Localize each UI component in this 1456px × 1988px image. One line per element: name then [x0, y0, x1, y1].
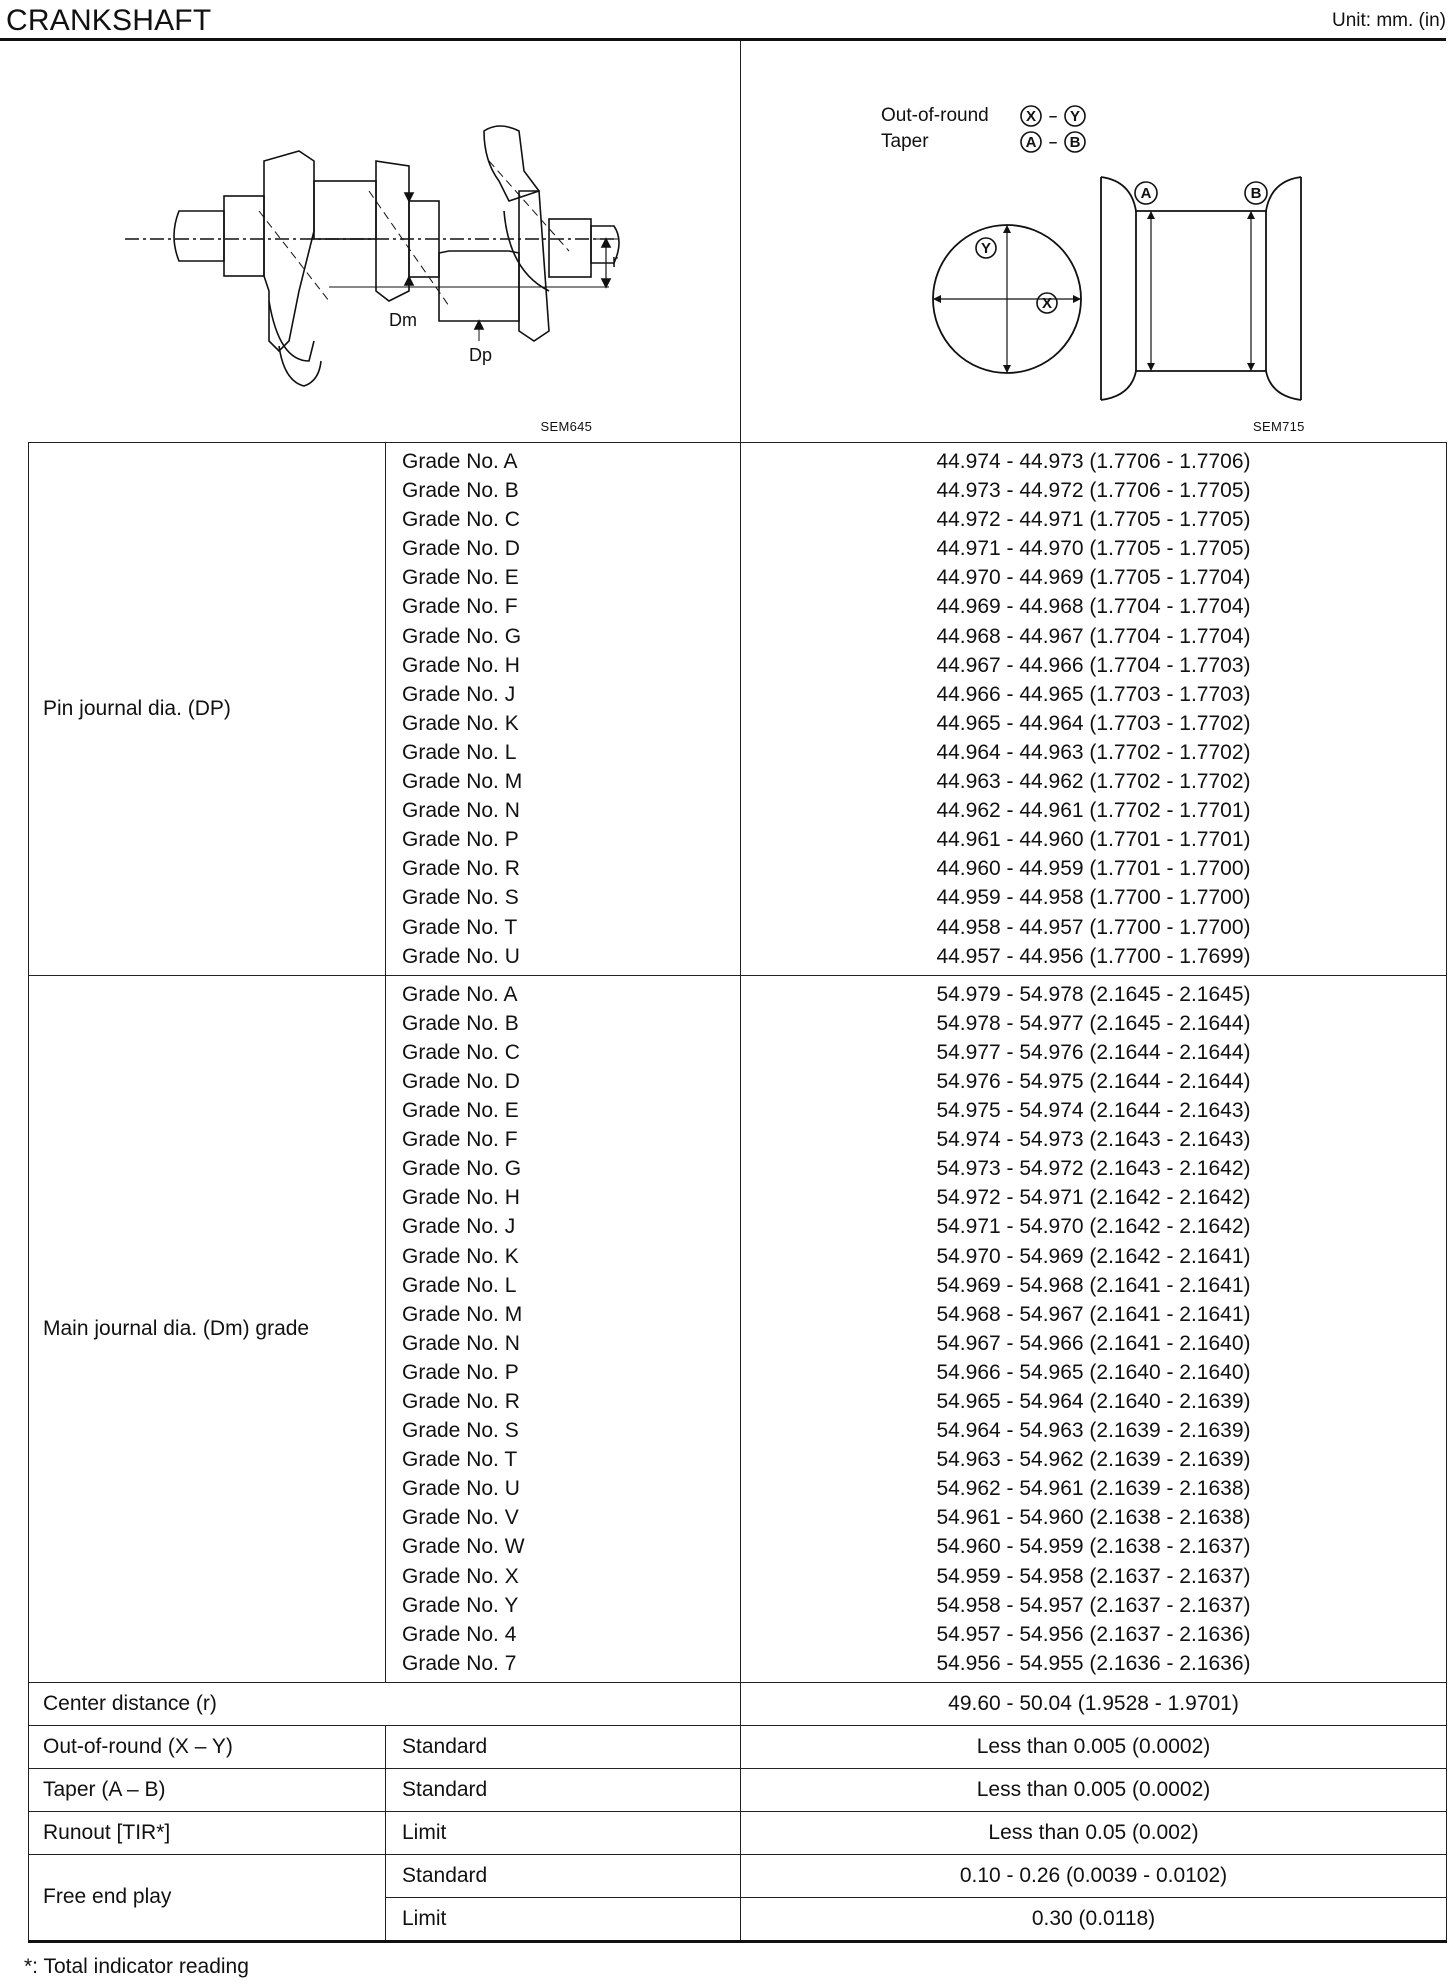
dm-label: Dm	[388, 310, 417, 330]
cylinder-a-label: A	[1140, 185, 1152, 202]
pin-journal-grade: Grade No. G	[402, 624, 522, 648]
main-journal-value: 54.962 - 54.961 (2.1639 - 2.1638)	[936, 1477, 1251, 1501]
main-journal-grade: Grade No. N	[402, 1331, 520, 1355]
legend-dash-2: –	[1048, 134, 1058, 151]
main-journal-grades-cell	[386, 975, 741, 1682]
main-journal-value: 54.966 - 54.965 (2.1640 - 2.1640)	[936, 1360, 1251, 1384]
main-journal-grade: Grade No. V	[402, 1506, 519, 1530]
main-journal-grade: Grade No. B	[402, 1011, 519, 1035]
main-journal-grade: Grade No. A	[402, 982, 518, 1006]
journal-measurement-diagram	[741, 41, 1447, 442]
main-journal-grade: Grade No. R	[402, 1390, 520, 1413]
main-journal-values-cell	[741, 975, 1447, 1682]
main-journal-grade: Grade No. G	[402, 1157, 522, 1181]
main-journal-grade: Grade No. D	[402, 1069, 520, 1093]
pin-journal-value: 44.963 - 44.962 (1.7702 - 1.7702)	[936, 770, 1251, 794]
runout-kind: Limit	[386, 1811, 741, 1854]
circle-x-label: X	[1041, 295, 1053, 312]
pin-journal-grade: Grade No. D	[402, 537, 520, 561]
main-journal-value: 54.972 - 54.971 (2.1642 - 2.1642)	[936, 1186, 1251, 1210]
pin-journal-value: 44.968 - 44.967 (1.7704 - 1.7704)	[936, 624, 1251, 648]
main-journal-value: 54.957 - 54.956 (2.1637 - 2.1636)	[936, 1622, 1251, 1646]
main-journal-value: 54.974 - 54.973 (2.1643 - 2.1643)	[936, 1128, 1251, 1152]
taper-row	[29, 1768, 1447, 1811]
pin-journal-grades-cell	[386, 443, 741, 976]
pin-journal-value-list	[741, 443, 1446, 975]
main-journal-value: 54.965 - 54.964 (2.1640 - 2.1639)	[936, 1390, 1251, 1413]
pin-journal-grade: Grade No. L	[402, 740, 517, 764]
main-journal-grade: Grade No. 4	[402, 1622, 517, 1646]
main-journal-value: 54.970 - 54.969 (2.1642 - 2.1641)	[936, 1244, 1251, 1268]
free-end-play-standard-row	[29, 1854, 1447, 1897]
free-end-play-limit-kind: Limit	[386, 1897, 741, 1941]
pin-journal-value: 44.964 - 44.963 (1.7702 - 1.7702)	[936, 740, 1251, 764]
main-journal-grade: Grade No. F	[402, 1128, 518, 1152]
legend-a: A	[1025, 134, 1037, 151]
free-end-play-standard-value: 0.10 - 0.26 (0.0039 - 0.0102)	[741, 1854, 1447, 1897]
main-journal-value: 54.968 - 54.967 (2.1641 - 2.1641)	[936, 1302, 1251, 1326]
main-journal-grade: Grade No. S	[402, 1419, 519, 1443]
runout-value: Less than 0.05 (0.002)	[741, 1811, 1447, 1854]
legend-b: B	[1069, 134, 1081, 151]
runout-row	[29, 1811, 1447, 1854]
pin-journal-value: 44.959 - 44.958 (1.7700 - 1.7700)	[936, 886, 1251, 910]
crankshaft-spec-table	[28, 41, 1447, 1943]
r-label: r	[611, 251, 618, 271]
taper-value: Less than 0.005 (0.0002)	[741, 1768, 1447, 1811]
pin-journal-grade: Grade No. N	[402, 799, 520, 823]
journal-measurement-figure-cell	[741, 41, 1447, 443]
main-journal-value: 54.971 - 54.970 (2.1642 - 2.1642)	[936, 1215, 1251, 1239]
main-journal-grade: Grade No. Y	[402, 1593, 519, 1617]
main-journal-row	[29, 975, 1447, 1682]
main-journal-value: 54.960 - 54.959 (2.1638 - 2.1637)	[936, 1535, 1251, 1559]
main-journal-value: 54.963 - 54.962 (2.1639 - 2.1639)	[936, 1448, 1251, 1472]
main-journal-grade-list	[402, 976, 740, 1682]
cylinder-b-label: B	[1250, 185, 1262, 202]
pin-journal-grade: Grade No. F	[402, 595, 518, 619]
main-journal-grade: Grade No. M	[402, 1302, 523, 1326]
crankshaft-diagram	[29, 41, 741, 442]
free-end-play-label: Free end play	[29, 1854, 386, 1941]
out-of-round-kind: Standard	[386, 1725, 741, 1768]
out-of-round-legend: Out-of-round	[881, 105, 989, 126]
pin-journal-value: 44.962 - 44.961 (1.7702 - 1.7701)	[936, 799, 1251, 823]
taper-label: Taper (A – B)	[29, 1768, 386, 1811]
main-journal-grade: Grade No. P	[402, 1360, 519, 1384]
center-distance-value: 49.60 - 50.04 (1.9528 - 1.9701)	[741, 1682, 1447, 1725]
center-distance-label: Center distance (r)	[29, 1682, 741, 1725]
page-title: CRANKSHAFT	[6, 4, 212, 37]
pin-journal-value: 44.960 - 44.959 (1.7701 - 1.7700)	[936, 857, 1251, 881]
pin-journal-label: Pin journal dia. (DP)	[29, 443, 386, 976]
main-journal-value: 54.969 - 54.968 (2.1641 - 2.1641)	[936, 1273, 1251, 1297]
pin-journal-grade: Grade No. R	[402, 857, 520, 881]
pin-journal-value: 44.970 - 44.969 (1.7705 - 1.7704)	[936, 566, 1251, 590]
main-journal-grade: Grade No. K	[402, 1244, 519, 1268]
pin-journal-grade: Grade No. B	[402, 479, 519, 503]
free-end-play-limit-value: 0.30 (0.0118)	[741, 1897, 1447, 1941]
pin-journal-grade: Grade No. J	[402, 682, 516, 706]
pin-journal-value: 44.957 - 44.956 (1.7700 - 1.7699)	[936, 944, 1251, 968]
legend-y: Y	[1069, 108, 1081, 125]
main-journal-value: 54.977 - 54.976 (2.1644 - 2.1644)	[936, 1040, 1251, 1064]
pin-journal-value: 44.971 - 44.970 (1.7705 - 1.7705)	[936, 537, 1251, 561]
figure-code-right: SEM715	[1253, 419, 1305, 434]
pin-journal-value: 44.967 - 44.966 (1.7704 - 1.7703)	[936, 653, 1251, 677]
pin-journal-grade: Grade No. A	[402, 450, 518, 473]
main-journal-value: 54.967 - 54.966 (2.1641 - 2.1640)	[936, 1331, 1251, 1355]
main-journal-grade: Grade No. W	[402, 1535, 525, 1559]
taper-legend: Taper	[881, 131, 929, 152]
pin-journal-value: 44.958 - 44.957 (1.7700 - 1.7700)	[936, 915, 1251, 939]
main-journal-grade: Grade No. T	[402, 1448, 518, 1472]
runout-label: Runout [TIR*]	[29, 1811, 386, 1854]
pin-journal-grade: Grade No. K	[402, 711, 519, 735]
pin-journal-grade: Grade No. M	[402, 770, 523, 794]
out-of-round-value: Less than 0.005 (0.0002)	[741, 1725, 1447, 1768]
main-journal-value: 54.959 - 54.958 (2.1637 - 2.1637)	[936, 1564, 1251, 1588]
pin-journal-values-cell	[741, 443, 1447, 976]
main-journal-value: 54.964 - 54.963 (2.1639 - 2.1639)	[936, 1419, 1251, 1443]
figure-code-left: SEM645	[540, 419, 593, 434]
main-journal-value: 54.958 - 54.957 (2.1637 - 2.1637)	[936, 1593, 1251, 1617]
circle-y-label: Y	[980, 240, 992, 257]
pin-journal-value: 44.969 - 44.968 (1.7704 - 1.7704)	[936, 595, 1251, 619]
pin-journal-value: 44.965 - 44.964 (1.7703 - 1.7702)	[936, 711, 1251, 735]
pin-journal-grade: Grade No. T	[402, 915, 518, 939]
main-journal-value: 54.973 - 54.972 (2.1643 - 2.1642)	[936, 1157, 1251, 1181]
pin-journal-value: 44.966 - 44.965 (1.7703 - 1.7703)	[936, 682, 1251, 706]
main-journal-grade: Grade No. J	[402, 1215, 516, 1239]
figure-row	[29, 41, 1447, 443]
main-journal-grade: Grade No. E	[402, 1099, 519, 1123]
main-journal-grade: Grade No. U	[402, 1477, 520, 1501]
main-journal-value: 54.961 - 54.960 (2.1638 - 2.1638)	[936, 1506, 1251, 1530]
main-journal-grade: Grade No. H	[402, 1186, 520, 1210]
main-journal-value: 54.979 - 54.978 (2.1645 - 2.1645)	[936, 982, 1251, 1006]
dp-label: Dp	[468, 345, 492, 365]
pin-journal-grade: Grade No. U	[402, 944, 520, 968]
main-journal-grade: Grade No. L	[402, 1273, 517, 1297]
main-journal-label: Main journal dia. (Dm) grade	[29, 975, 386, 1682]
legend-dash-1: –	[1048, 108, 1058, 125]
main-journal-value: 54.956 - 54.955 (2.1636 - 2.1636)	[936, 1651, 1251, 1675]
center-distance-row	[29, 1682, 1447, 1725]
pin-journal-grade: Grade No. E	[402, 566, 519, 590]
unit-label: Unit: mm. (in)	[1332, 10, 1446, 31]
main-journal-grade: Grade No. X	[402, 1564, 519, 1588]
pin-journal-grade: Grade No. C	[402, 508, 520, 532]
footnote: *: Total indicator reading	[24, 1955, 249, 1978]
pin-journal-grade: Grade No. H	[402, 653, 520, 677]
crankshaft-figure-cell	[29, 41, 741, 443]
main-journal-grade: Grade No. 7	[402, 1651, 517, 1675]
pin-journal-row	[29, 443, 1447, 976]
pin-journal-grade: Grade No. P	[402, 828, 519, 852]
free-end-play-standard-kind: Standard	[386, 1854, 741, 1897]
out-of-round-row	[29, 1725, 1447, 1768]
main-journal-value: 54.975 - 54.974 (2.1644 - 2.1643)	[936, 1099, 1251, 1123]
main-journal-grade: Grade No. C	[402, 1040, 520, 1064]
pin-journal-grade-list	[402, 443, 740, 975]
pin-journal-value: 44.961 - 44.960 (1.7701 - 1.7701)	[936, 828, 1251, 852]
taper-kind: Standard	[386, 1768, 741, 1811]
out-of-round-label: Out-of-round (X – Y)	[29, 1725, 386, 1768]
pin-journal-value: 44.972 - 44.971 (1.7705 - 1.7705)	[936, 508, 1251, 532]
main-journal-value: 54.976 - 54.975 (2.1644 - 2.1644)	[936, 1069, 1251, 1093]
main-journal-value-list	[741, 976, 1446, 1682]
main-journal-value: 54.978 - 54.977 (2.1645 - 2.1644)	[936, 1011, 1251, 1035]
legend-x: X	[1025, 108, 1037, 125]
pin-journal-value: 44.974 - 44.973 (1.7706 - 1.7706)	[936, 450, 1251, 473]
pin-journal-grade: Grade No. S	[402, 886, 519, 910]
pin-journal-value: 44.973 - 44.972 (1.7706 - 1.7705)	[936, 479, 1251, 503]
